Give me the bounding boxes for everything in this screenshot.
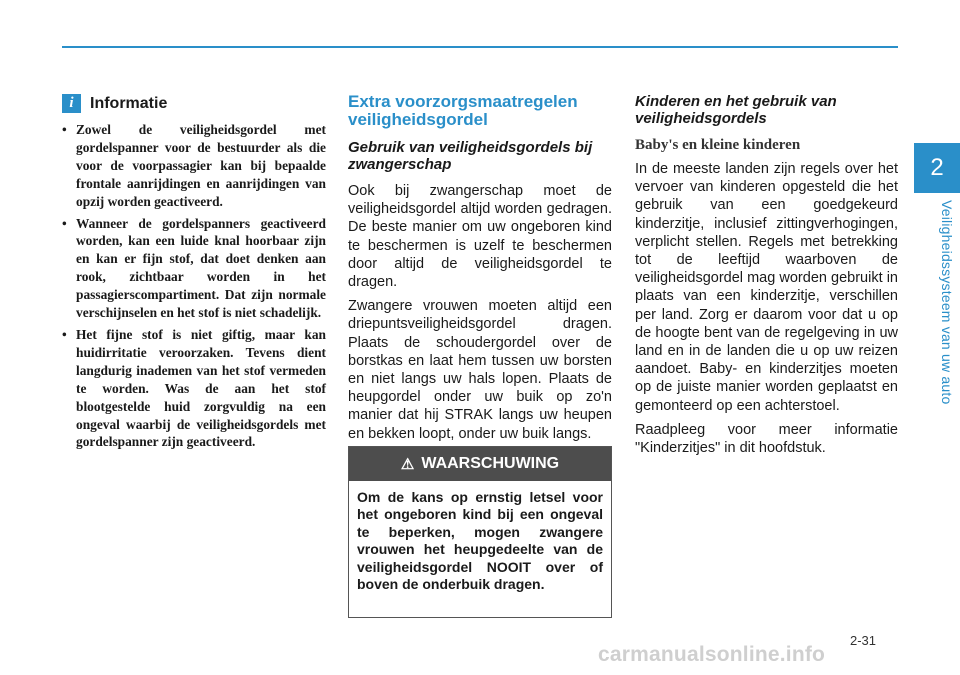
top-rule (62, 46, 898, 48)
warning-box (348, 446, 612, 618)
chapter-tab: 2 (914, 143, 960, 193)
info-icon: i (62, 94, 81, 113)
body-paragraph: Raadpleeg voor meer informatie "Kinderzitjes" in dit hoofdstuk. (635, 421, 898, 457)
body-paragraph: In de meeste landen zijn regels over het vervoer van kinderen opgesteld die het gebruik van een goedgekeurd kinderzitje, inclusief zittingverhogingen, verplicht stellen. Regels met betrekking tot de leeftijd waarboven de veiligheidsgordel mag worden gebruikt in plaats van een kinderzitje, verschillen per land. Zorg er daarom voor dat u op de hoogte bent van de regelgeving in uw land en in de landen die u op uw reizen aandoet. Baby- en kinderzitjes moeten op de juiste manier worden geplaatst en gemonteerd op een achterstoel. (635, 161, 898, 414)
warning-triangle-icon: ⚠ (400, 456, 415, 473)
info-column (62, 94, 326, 455)
pregnancy-column (348, 93, 612, 449)
section-title: Extra voorzorgsmaatregelen veiligheidsgordel (348, 92, 578, 129)
warning-header (349, 447, 611, 481)
body-paragraph: Zwangere vrouwen moeten altijd een driepuntsveiligheidsgordel dragen. Plaats de schoudergordel over de borstkas en laat hem tussen uw borsten en niet langs uw hals lopen. Plaats de heupgordel onder uw buik op zo'n manier dat hij STRAK langs uw heupen en bekken loopt, onder uw buik langs. (348, 298, 612, 442)
children-subtitle: Kinderen en het gebruik van veiligheidsgordels (635, 93, 837, 127)
info-bullet: • Wanneer de gordelspanners geactiveerd worden, kan een luide knal hoorbaar zijn en kan er fijn stof, dat doet denken aan rook, zichtbaar worden in het passagierscompartiment. Dat zijn normale verschijnselen en het stof is niet schadelijk. (62, 215, 326, 322)
info-bullet: • Het fijne stof is niet giftig, maar kan huidirritatie veroorzaken. Tevens dient langdurig inademen van het stof vermeden te worden. Was de aan het stof blootgestelde huid zorgvuldig na een ongeval waarbij de veiligheidsgordels met gordelspanner zijn geactiveerd. (62, 326, 326, 451)
warning-text: Om de kans op ernstig letsel voor het ongeboren kind bij een ongeval te beperken, mogen zwangere vrouwen het heupgedeelte van de veiligheidsgordel NOOIT over of boven de onderbuik dragen. (357, 489, 603, 593)
warning-title: WAARSCHUWING (421, 455, 560, 472)
watermark: carmanualsonline.info (598, 643, 826, 666)
chapter-title: Veiligheidssysteem van uw auto (939, 200, 955, 405)
info-heading (62, 94, 326, 113)
body-paragraph: Ook bij zwangerschap moet de veiligheidsgordel altijd worden gedragen. De beste manier om uw ongeboren kind te beschermen is uzelf te beschermen door altijd de veiligheidsgordel te dragen. (348, 183, 612, 291)
babies-heading: Baby's en kleine kinderen (635, 137, 801, 153)
children-column (635, 93, 898, 463)
page-number: 2-31 (850, 633, 877, 648)
pregnancy-subtitle: Gebruik van veiligheidsgordels bij zwangerschap (348, 139, 593, 173)
info-bullet-list (62, 121, 326, 451)
info-bullet: • Zowel de veiligheidsgordel met gordelspanner voor de bestuurder als die voor de voorpassagier kan bij bepaalde frontale aanrijdingen en aanrijdingen van opzij worden geactiveerd. (62, 121, 326, 211)
info-title: Informatie (90, 94, 168, 112)
